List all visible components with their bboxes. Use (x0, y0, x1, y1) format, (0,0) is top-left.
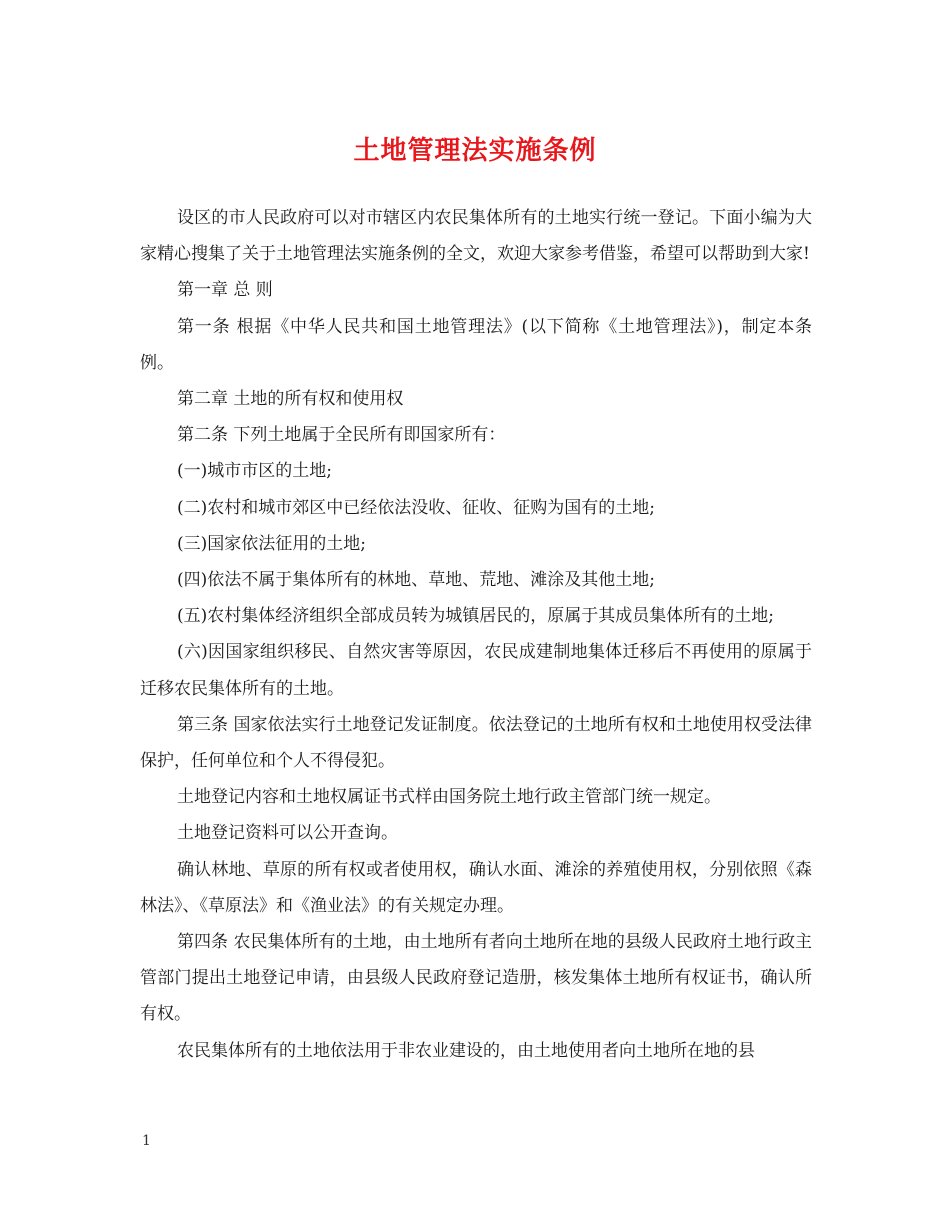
list-item: (五)农村集体经济组织全部成员转为城镇居民的，原属于其成员集体所有的土地; (177, 606, 774, 627)
paragraph: 确认林地、草原的所有权或者使用权，确认水面、滩涂的养殖使用权，分别依照《森林法》、《草原法》和《渔业法》的有关规定办理。 (140, 859, 812, 916)
paragraph-intro: 设区的市人民政府可以对市辖区内农民集体所有的土地实行统一登记。下面小编为大家精心搜集了关于土地管理法实施条例的全文，欢迎大家参考借鉴，希望可以帮助到大家! (140, 208, 812, 265)
document-title: 土地管理法实施条例 (353, 136, 597, 166)
page-number: 1 (142, 1133, 151, 1149)
list-item: (四)依法不属于集体所有的林地、草地、荒地、滩涂及其他土地; (177, 570, 655, 591)
list-item: (二)农村和城市郊区中已经依法没收、征收、征购为国有的土地; (177, 497, 655, 518)
article-1: 第一条 根据《中华人民共和国土地管理法》(以下简称《土地管理法》)，制定本条例。 (140, 316, 812, 373)
paragraph: 农民集体所有的土地依法用于非农业建设的，由土地使用者向土地所在地的县 (177, 1040, 755, 1061)
article-2: 第二条 下列土地属于全民所有即国家所有： (177, 425, 506, 446)
paragraph: 土地登记内容和土地权属证书式样由国务院土地行政主管部门统一规定。 (177, 787, 721, 808)
article-4: 第四条 农民集体所有的土地，由土地所有者向土地所在地的县级人民政府土地行政主管部门提出土地登记申请，由县级人民政府登记造册，核发集体土地所有权证书，确认所有权。 (140, 932, 812, 1025)
chapter-heading-2: 第二章 土地的所有权和使用权 (177, 389, 404, 410)
paragraph: 土地登记资料可以公开查询。 (177, 823, 398, 844)
article-3: 第三条 国家依法实行土地登记发证制度。依法登记的土地所有权和土地使用权受法律保护，任何单位和个人不得侵犯。 (140, 714, 812, 772)
document-body (140, 200, 812, 1069)
list-item: (六)因国家组织移民、自然灾害等原因，农民成建制地集体迁移后不再使用的原属于迁移农民集体所有的土地。 (140, 642, 812, 699)
list-item: (一)城市市区的土地; (177, 461, 332, 482)
list-item: (三)国家依法征用的土地; (177, 533, 366, 554)
chapter-heading-1: 第一章 总 则 (177, 280, 273, 301)
